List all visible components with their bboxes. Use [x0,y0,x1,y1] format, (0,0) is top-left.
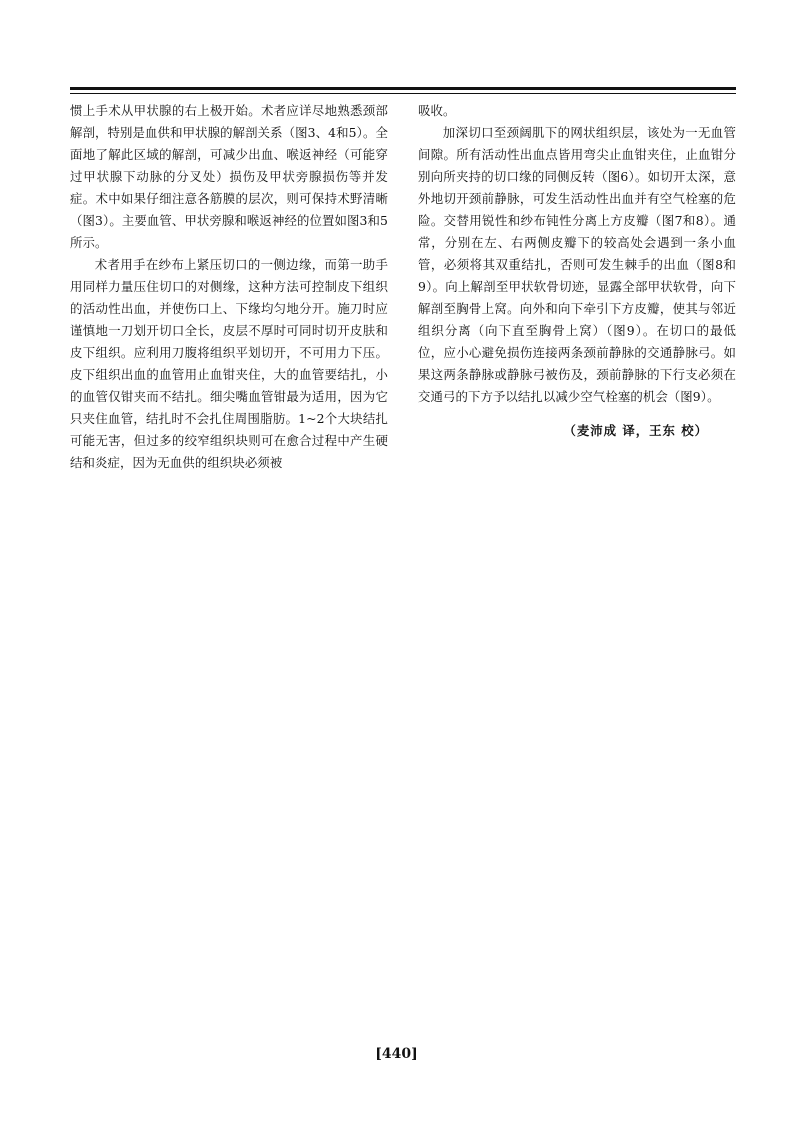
paragraph: 术者用手在纱布上紧压切口的一侧边缘，而第一助手用同样力量压住切口的对侧缘，这种方法可控制皮下组织的活动性出血，并使伤口上、下缘均匀地分开。施刀时应谨慎地一刀划开切口全长，皮层不厚时可同时切开皮肤和皮下组织。应利用刀腹将组织平划切开，不可用力下压。皮下组织出血的血管用止血钳夹住，大的血管要结扎，小的血管仅钳夹而不结扎。细尖嘴血管钳最为适用，因为它只夹住血管，结扎时不会扎住周围脂肪。1~2个大块结扎可能无害，但过多的绞窄组织块则可在愈合过程中产生硬结和炎症，因为无血供的组织块必须被 [70,257,388,470]
left-text-column [70,100,388,474]
translator-credit: （麦沛成 译，王东 校） [563,423,708,438]
header-rule-thin [70,93,736,94]
paragraph: 吸收。 [418,103,456,118]
page-number: [440] [375,1046,418,1062]
paragraph: 惯上手术从甲状腺的右上极开始。术者应详尽地熟悉颈部解剖，特别是血供和甲状腺的解剖关系（图3、4和5）。全面地了解此区域的解剖，可减少出血、喉返神经（可能穿过甲状腺下动脉的分叉处）损伤及甲状旁腺损伤等并发症。术中如果仔细注意各筋膜的层次，则可保持术野清晰（图3）。主要血管、甲状旁腺和喉返神经的位置如图3和5所示。 [70,103,388,250]
header-rule-thick [70,87,736,90]
paragraph: 加深切口至颈阔肌下的网状组织层，该处为一无血管间隙。所有活动性出血点皆用弯尖止血钳夹住，止血钳分别向所夹持的切口缘的同侧反转（图6）。如切开太深，意外地切开颈前静脉，可发生活动性出血并有空气栓塞的危险。交替用锐性和纱布钝性分离上方皮瓣（图7和8）。通常，分别在左、右两侧皮瓣下的较高处会遇到一条小血管，必须将其双重结扎，否则可发生棘手的出血（图8和9）。向上解剖至甲状软骨切迹，显露全部甲状软骨，向下解剖至胸骨上窝。向外和向下牵引下方皮瓣，使其与邻近组织分离（向下直至胸骨上窝）（图9）。在切口的最低位，应小心避免损伤连接两条颈前静脉的交通静脉弓。如果这两条静脉或静脉弓被伤及，颈前静脉的下行支必须在交通弓的下方予以结扎以减少空气栓塞的机会（图9）。 [418,125,736,404]
right-text-column [418,100,736,442]
